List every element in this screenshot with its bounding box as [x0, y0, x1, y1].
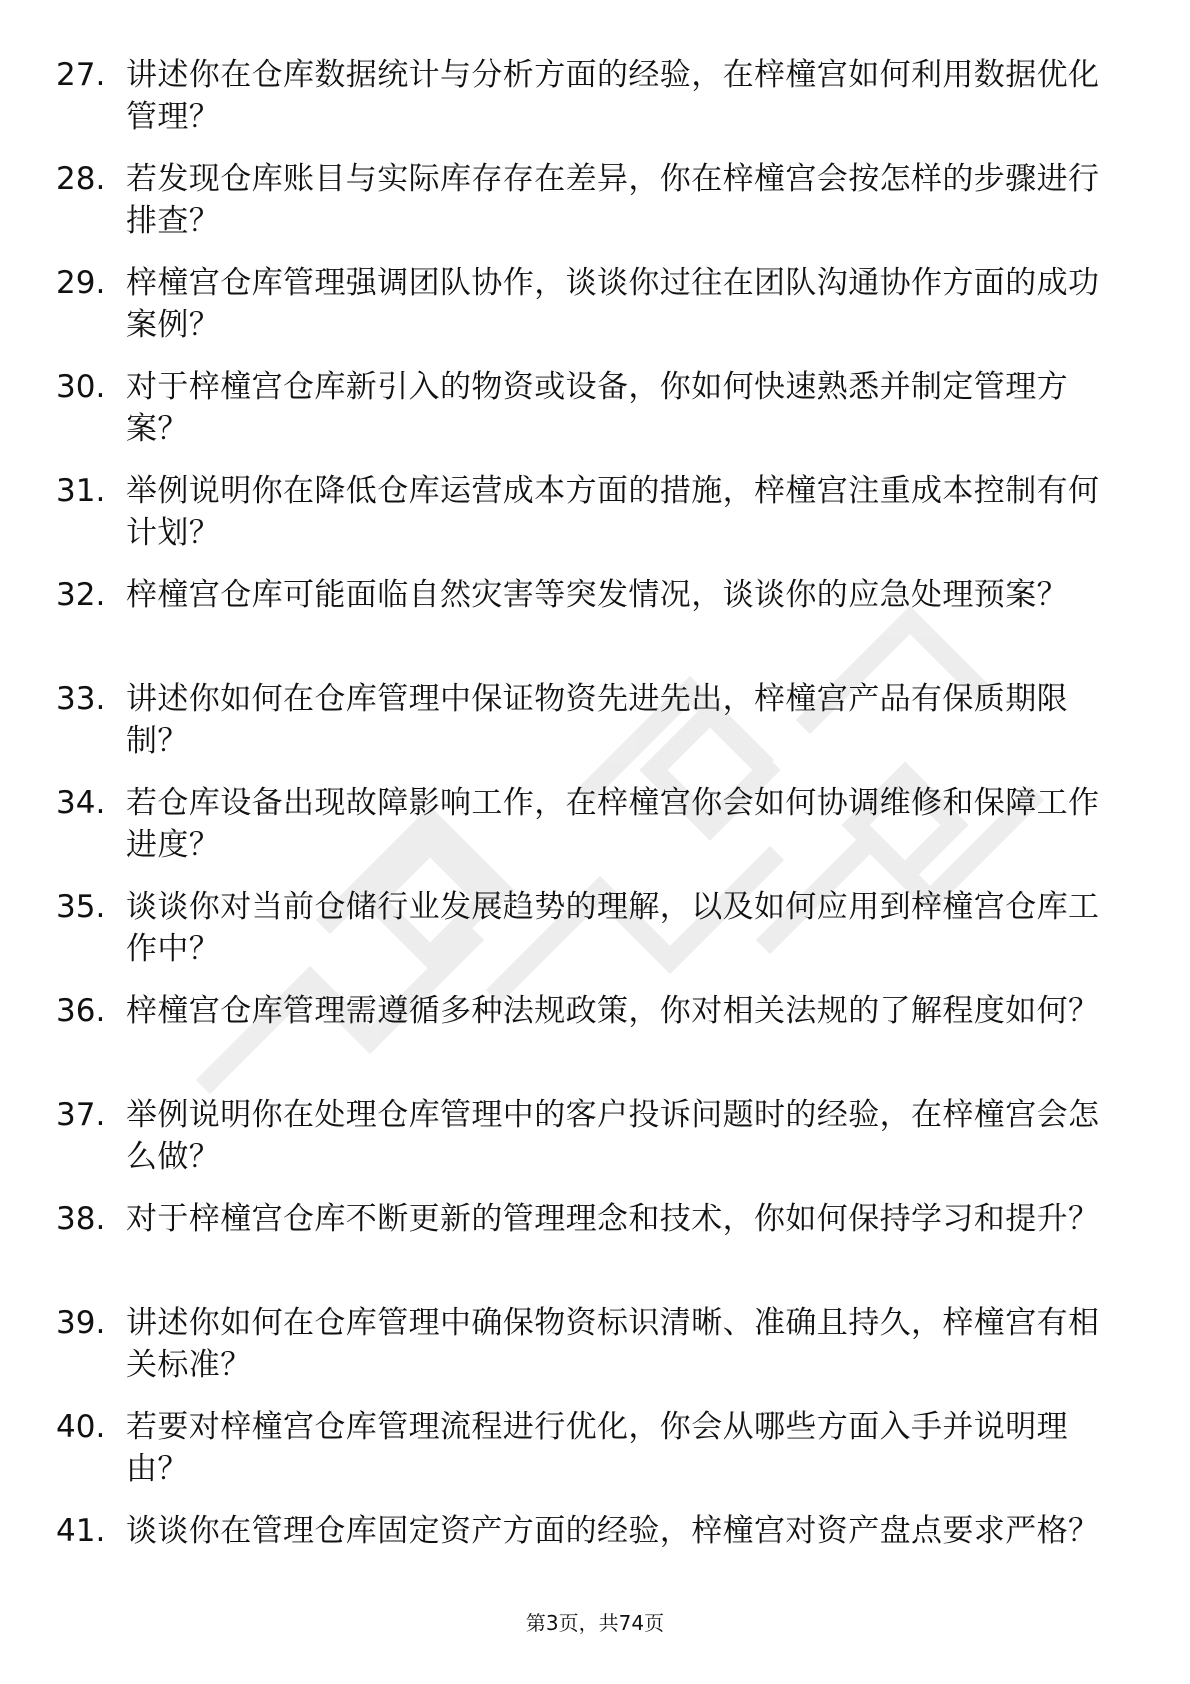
- question-number: 41.: [56, 1513, 106, 1549]
- question-item: [0, 468, 1190, 572]
- question-item: [0, 1092, 1190, 1196]
- question-text: 讲述你在仓库数据统计与分析方面的经验，在梓橦宫如何利用数据优化管理？: [126, 57, 1100, 135]
- question-text: 谈谈你对当前仓储行业发展趋势的理解，以及如何应用到梓橦宫仓库工作中？: [126, 889, 1100, 967]
- question-text: 谈谈你在管理仓库固定资产方面的经验，梓橦宫对资产盘点要求严格？: [126, 1513, 1100, 1549]
- page-footer: [0, 1609, 1190, 1637]
- question-text: 讲述你如何在仓库管理中确保物资标识清晰、准确且持久，梓橦宫有相关标准？: [126, 1305, 1100, 1383]
- question-number: 31.: [56, 473, 106, 509]
- question-number: 29.: [56, 265, 106, 301]
- question-number: 37.: [56, 1097, 106, 1133]
- question-item: [0, 1300, 1190, 1404]
- question-number: 32.: [56, 577, 106, 613]
- question-item: [0, 676, 1190, 780]
- question-number: 38.: [56, 1201, 106, 1237]
- question-text: 对于梓橦宫仓库新引入的物资或设备，你如何快速熟悉并制定管理方案？: [126, 369, 1068, 447]
- question-text: 梓橦宫仓库管理需遵循多种法规政策，你对相关法规的了解程度如何？: [126, 993, 1100, 1029]
- question-number: 36.: [56, 993, 106, 1029]
- question-item: [0, 780, 1190, 884]
- question-text: 若发现仓库账目与实际库存存在差异，你在梓橦宫会按怎样的步骤进行排查？: [126, 161, 1100, 239]
- question-text: 举例说明你在处理仓库管理中的客户投诉问题时的经验，在梓橦宫会怎么做？: [126, 1097, 1100, 1175]
- question-text: 对于梓橦宫仓库不断更新的管理理念和技术，你如何保持学习和提升？: [126, 1201, 1100, 1237]
- question-item: [0, 260, 1190, 364]
- question-number: 40.: [56, 1409, 106, 1445]
- page-number-label: 第3页，共74页: [525, 1611, 665, 1635]
- question-item: [0, 572, 1190, 676]
- question-text: 梓橦宫仓库可能面临自然灾害等突发情况，谈谈你的应急处理预案？: [126, 577, 1068, 613]
- question-item: [0, 52, 1190, 156]
- question-list: [0, 52, 1190, 1612]
- question-text: 讲述你如何在仓库管理中保证物资先进先出，梓橦宫产品有保质期限制？: [126, 681, 1068, 759]
- question-number: 33.: [56, 681, 106, 717]
- question-number: 27.: [56, 57, 106, 93]
- question-number: 28.: [56, 161, 106, 197]
- question-item: [0, 364, 1190, 468]
- question-number: 35.: [56, 889, 106, 925]
- question-number: 39.: [56, 1305, 106, 1341]
- question-number: 30.: [56, 369, 106, 405]
- question-text: 若要对梓橦宫仓库管理流程进行优化，你会从哪些方面入手并说明理由？: [126, 1409, 1068, 1487]
- question-item: [0, 1508, 1190, 1612]
- question-number: 34.: [56, 785, 106, 821]
- question-text: 举例说明你在降低仓库运营成本方面的措施，梓橦宫注重成本控制有何计划？: [126, 473, 1100, 551]
- question-text: 若仓库设备出现故障影响工作，在梓橦宫你会如何协调维修和保障工作进度？: [126, 785, 1100, 863]
- question-item: [0, 1196, 1190, 1300]
- question-item: [0, 988, 1190, 1092]
- question-item: [0, 1404, 1190, 1508]
- question-text: 梓橦宫仓库管理强调团队协作，谈谈你过往在团队沟通协作方面的成功案例？: [126, 265, 1100, 343]
- question-item: [0, 156, 1190, 260]
- question-item: [0, 884, 1190, 988]
